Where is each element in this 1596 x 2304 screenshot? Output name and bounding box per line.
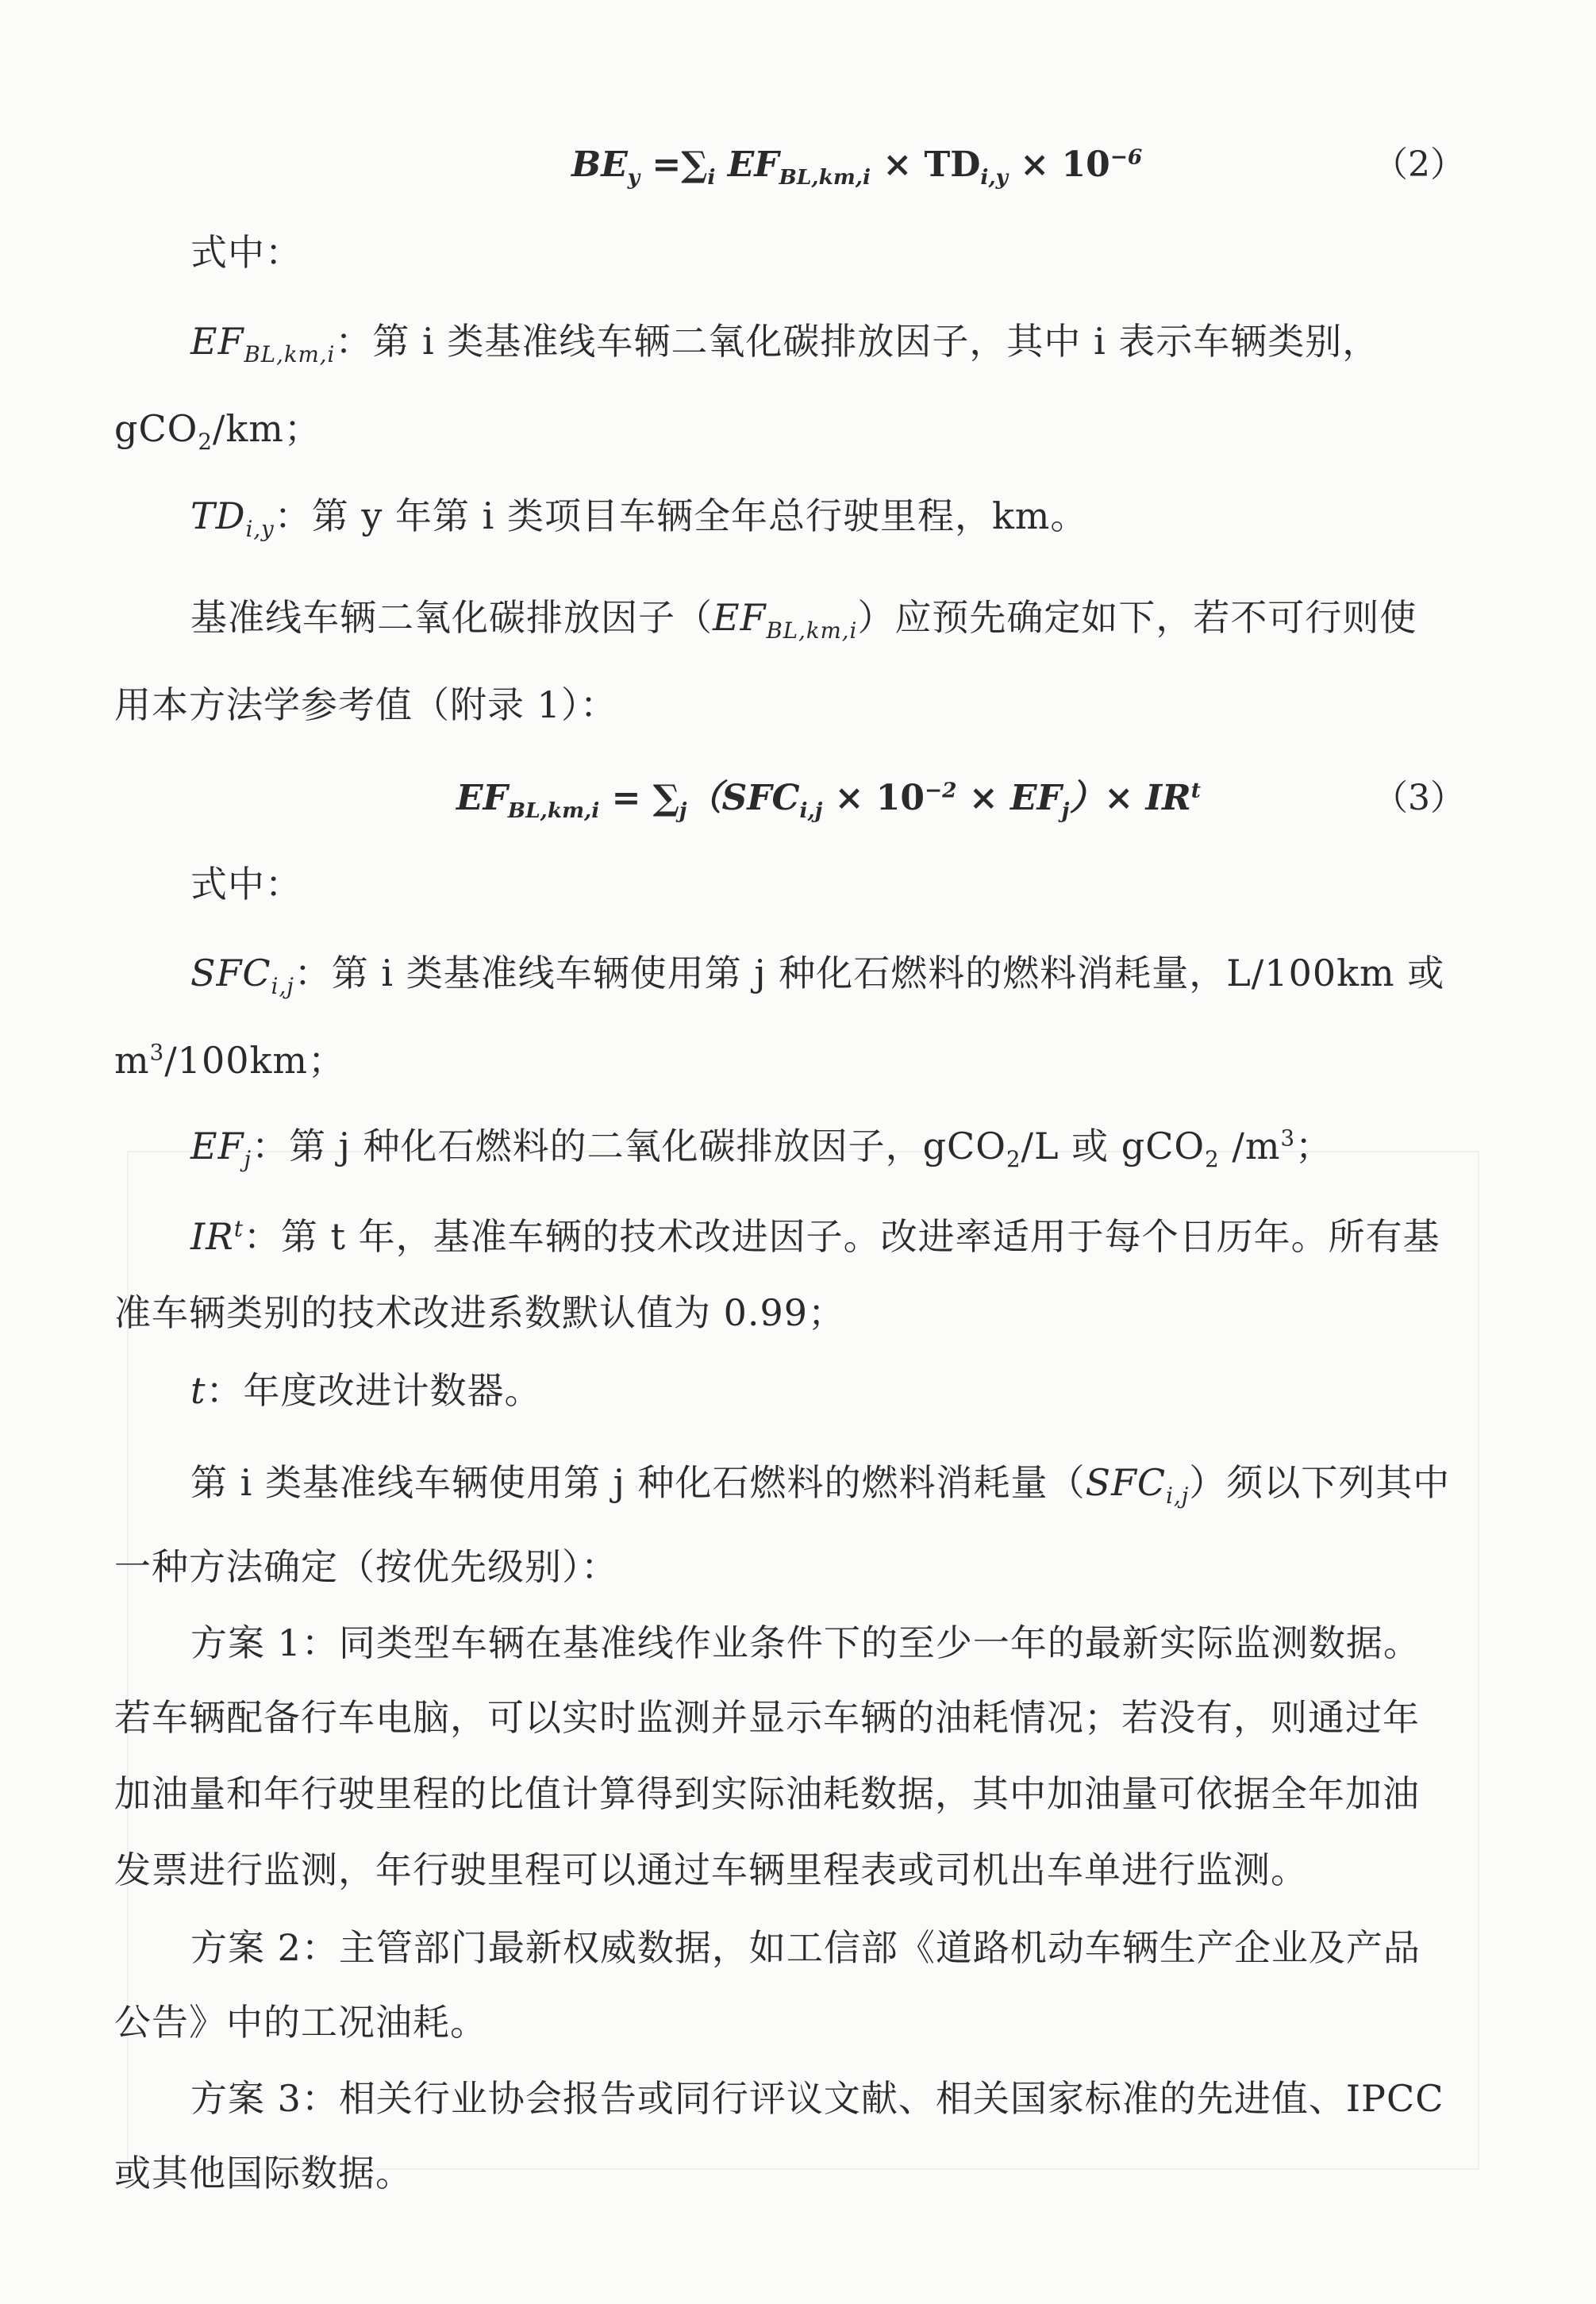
scheme-3-line2: 或其他国际数据。 [114,2152,413,2194]
scheme-1-line1: 方案 1：同类型车辆在基准线作业条件下的至少一年的最新实际监测数据。 [190,1621,1421,1664]
sfc-paragraph-line1: 第 i 类基准线车辆使用第 j 种化石燃料的燃料消耗量$(SFC_{i,j})$须以下列其中 [190,1461,1451,1510]
formula-3: $EF_{BL,km,i} = \sum_j(SFC_{i,j} \times 10^{-2} \times EF_j)\times IR^t$ [456,778,1201,823]
formula-2: $BE_y =\sum_i$ $EF_{BL,km,i} \times TD_{i,y} \times 10^{-6}$ [571,144,1143,190]
definition-sfc: $SFC_{i,j}$：第 i 类基准线车辆使用第 j 种化石燃料的燃料消耗量，L/100km 或 [190,952,1445,1000]
baseline-paragraph-line2: 用本方法学参考值（附录 1）： [114,683,617,726]
definition-ef: $EF_{BL,km,i}$：第 i 类基准线车辆二氧化碳排放因子，其中 i 表示车辆类别， [190,320,1380,368]
baseline-paragraph-line1: 基准线车辆二氧化碳排放因子$(EF_{BL,km,i})$应预先确定如下，若不可行则使 [190,596,1417,644]
scheme-1-line4: 发票进行监测，年行驶里程可以通过车辆里程表或司机出车单进行监测。 [114,1848,1308,1891]
scheme-1-line2: 若车辆配备行车电脑，可以实时监测并显示车辆的油耗情况；若没有，则通过年 [114,1696,1420,1739]
definition-efj: $EF_j$：第 j 种化石燃料的二氧化碳排放因子，gCO$_2$/L 或 gCO$_2$ $/m^3$； [190,1125,1333,1173]
scheme-2-line1: 方案 2：主管部门最新权威数据，如工信部《道路机动车辆生产企业及产品 [190,1926,1421,1969]
scheme-2-line2: 公告》中的工况油耗。 [114,2001,487,2044]
definition-t: t：年度改进计数器。 [190,1369,542,1412]
sfc-paragraph-line2: 一种方法确定（按优先级别）： [114,1545,618,1588]
equation-number-2: （2） [1373,144,1465,185]
definition-sfc-unit: $m^3/100km$； [114,1039,345,1082]
where-label-1: 式中： [190,231,302,274]
definition-ir: $IR^t$：第 t 年，基准车辆的技术改进因子。改进率适用于每个日历年。所有基 [190,1215,1440,1258]
definition-ef-unit: gCO$_2$/km； [114,407,321,456]
equation-number-3: （3） [1373,778,1465,818]
scheme-3-line1: 方案 3：相关行业协会报告或同行评议文献、相关国家标准的先进值、IPCC [190,2077,1444,2120]
where-label-2: 式中： [190,863,302,906]
definition-td: $TD_{i,y}$：第 y 年第 i 类项目车辆全年总行驶里程，km。 [190,494,1088,543]
definition-ir-line2: 准车辆类别的技术改进系数默认值为 0.99； [114,1291,846,1334]
scheme-1-line3: 加油量和年行驶里程的比值计算得到实际油耗数据，其中加油量可依据全年加油 [114,1772,1420,1815]
